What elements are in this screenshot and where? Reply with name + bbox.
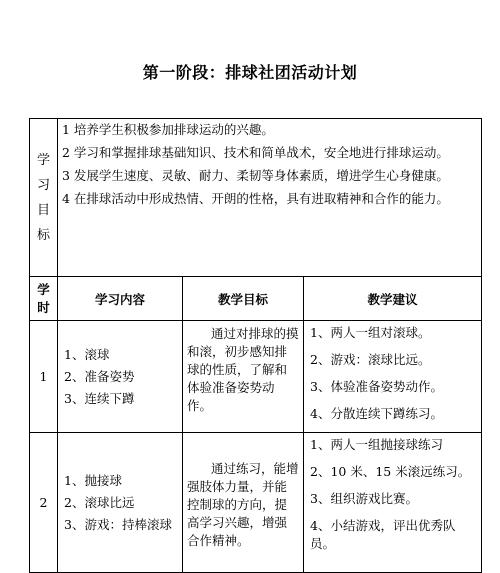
content-item: 2、滚球比远 [64, 494, 135, 510]
content-item: 2、准备姿势 [64, 368, 135, 384]
lesson-suggestions [304, 433, 482, 573]
header-suggestion: 教学建议 [304, 277, 482, 321]
suggestion-item: 2、游戏：滚球比远。 [310, 352, 431, 367]
content-item: 3、游戏：持棒滚球 [64, 516, 172, 532]
content-item: 3、连续下蹲 [64, 390, 135, 406]
objectives-label-cell [30, 119, 58, 277]
lesson-row [30, 321, 482, 433]
lesson-goal: 通过练习，能增强肢体力量，并能控制球的方向，提高学习兴趣，增强合作精神。 [183, 433, 304, 573]
objectives-cell [58, 119, 482, 277]
objective-item: 2 学习和掌握排球基础知识、技术和简单战术，安全地进行排球运动。 [62, 145, 449, 160]
lesson-hour: 2 [30, 433, 58, 573]
objective-item: 1 培养学生积极参加排球运动的兴趣。 [62, 122, 274, 137]
activity-plan-table [29, 118, 482, 573]
suggestion-item: 2、10 米、15 米滚远练习。 [310, 464, 471, 479]
lesson-suggestions [304, 321, 482, 433]
suggestion-item: 1、两人一组对滚球。 [310, 325, 431, 340]
lesson-goal: 通过对排球的摸和滚，初步感知排球的性质，了解和体验准备姿势动作。 [183, 321, 304, 433]
suggestion-item: 3、体验准备姿势动作。 [310, 379, 443, 394]
lesson-content [58, 321, 183, 433]
suggestion-item: 4、小结游戏，评出优秀队员。 [310, 518, 456, 551]
objectives-label-char: 学 [36, 152, 50, 168]
objective-item: 4 在排球活动中形成热情、开朗的性格，具有进取精神和合作的能力。 [62, 191, 449, 206]
lesson-hour: 1 [30, 321, 58, 433]
objective-item: 3 发展学生速度、灵敏、耐力、柔韧等身体素质，增进学生心身健康。 [62, 168, 449, 183]
content-item: 1、抛接球 [64, 472, 122, 488]
lesson-content [58, 433, 183, 573]
lesson-row [30, 433, 482, 573]
objectives-label-char: 标 [36, 227, 50, 243]
header-content: 学习内容 [58, 277, 183, 321]
header-hours [30, 277, 58, 321]
objectives-row [30, 119, 482, 277]
objectives-label-char: 目 [36, 202, 50, 218]
header-hours-char: 学 [37, 281, 50, 297]
suggestion-item: 3、组织游戏比赛。 [310, 491, 418, 506]
suggestion-item: 4、分散连续下蹲练习。 [310, 406, 443, 421]
objectives-label-char: 习 [36, 177, 50, 193]
page-title: 第一阶段：排球社团活动计划 [142, 63, 358, 82]
suggestion-item: 1、两人一组抛接球练习 [310, 437, 443, 452]
header-hours-char: 时 [37, 299, 50, 315]
header-goal: 教学目标 [183, 277, 304, 321]
content-item: 1、滚球 [64, 346, 110, 362]
table-header-row [30, 277, 482, 321]
